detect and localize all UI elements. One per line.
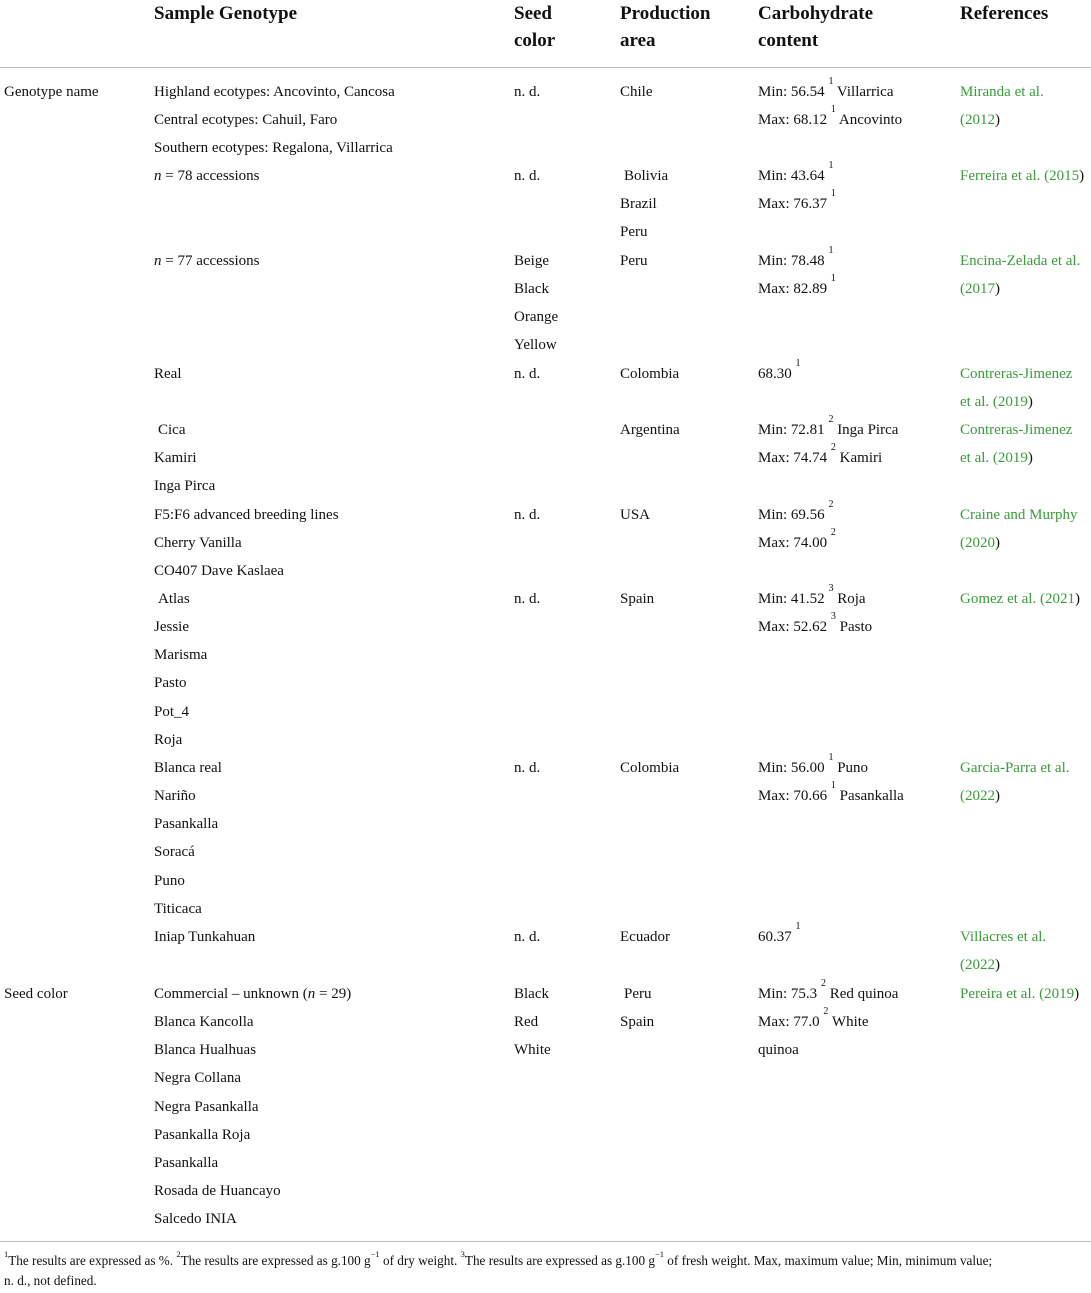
reference-link[interactable]: ( [960,112,965,129]
genotype-entry: Pot_4 [154,703,190,720]
footnote-text-3b: of fresh weight. Max, maximum value; Min, minimum value; [664,1253,993,1268]
seed-color-value: Red [514,1014,539,1031]
reference-link[interactable]: Contreras-Jimenez [960,422,1073,438]
genotype-entry: Rosada de Huancayo [154,1183,281,1200]
genotype-entry: Atlas [158,591,190,607]
genotype-entry: Cica [158,422,186,438]
seed-color-value: n. d. [514,168,541,184]
carb-number: Max: 76.37 [758,196,828,213]
seed-color-value: n. d. [514,366,541,382]
footnote-text-3a: The results are expressed as g.100 g [464,1253,655,1268]
reference-paren: ) [1074,591,1080,607]
reference-link[interactable]: Pereira et al. ( [960,986,1045,1002]
reference-citation[interactable] [960,388,1033,416]
production-area-value: Peru [620,253,648,269]
reference-year-link[interactable]: 2012 [965,112,995,129]
carbohydrate-value [758,444,882,472]
carb-number: 60.37 [758,929,792,945]
reference-citation[interactable] [960,501,1077,529]
seed-color-value: n. d. [514,929,541,945]
carb-footnote-marker: 1 [830,104,836,116]
carb-number: Max: 68.12 [758,112,828,129]
genotype-entry: Titicaca [154,900,202,917]
seed-color-value: White [514,1042,551,1059]
carbohydrate-value [758,360,801,388]
reference-link[interactable]: Ferreira et al. ( [960,168,1050,184]
genotype-entry: Blanca Hualhuas [154,1042,257,1059]
seed-color-value: Beige [514,253,549,269]
production-area-value: Ecuador [620,929,670,945]
footnote-text-2a: The results are expressed as g.100 g [180,1253,371,1268]
carbohydrate-value [758,78,894,106]
table-footnote [4,1251,1086,1291]
reference-link[interactable]: et al. ( [960,450,998,467]
carbohydrate-value [758,754,868,782]
carb-number: Max: 77.0 [758,1014,820,1031]
genotype-entry: Salcedo INIA [154,1211,237,1228]
production-area-value: Colombia [620,760,680,776]
footnote-marker-1: 1 [4,1249,9,1259]
production-area-value: Spain [620,591,655,607]
col-header-seed-color-line1: Seed [514,3,552,24]
reference-link[interactable]: Garcia-Parra et al. [960,760,1070,776]
footnote-exponent-2: −1 [654,1249,664,1259]
reference-link[interactable]: Contreras-Jimenez [960,366,1073,382]
genotype-entry: Negra Pasankalla [154,1098,259,1115]
seed-color-value: Black [514,281,549,298]
carb-genotype-label: Inga Pirca [837,422,899,438]
carb-number: Max: 70.66 [758,788,828,805]
seed-color-value: Black [514,986,549,1002]
reference-year-link[interactable]: 2015 [1049,168,1080,184]
col-header-seed-color-line2: color [514,30,556,51]
genotype-entry: Marisma [154,647,208,664]
carbohydrate-value [758,782,904,810]
reference-paren: ) [1079,168,1085,184]
genotype-entry: Real [154,366,182,382]
genotype-entry: Commercial – unknown (n = 29) [154,986,352,1002]
carb-footnote-marker: 2 [830,527,836,539]
reference-year-link[interactable]: 2019 [1044,986,1075,1002]
reference-citation[interactable] [960,247,1080,275]
carb-number: Min: 41.52 [758,591,825,607]
carb-footnote-marker: 2 [820,978,826,989]
carb-number: Min: 72.81 [758,422,825,438]
carbohydrate-value [758,1008,869,1036]
carb-number: Min: 43.64 [758,168,825,184]
genotype-entry: Puno [154,872,185,889]
reference-link[interactable]: Villacres et al. [960,929,1047,945]
reference-year-link[interactable]: 2020 [965,535,995,552]
col-header-sample-genotype: Sample Genotype [154,3,298,24]
reference-year-link[interactable]: 2017 [965,281,995,298]
carbohydrate-value [758,501,833,529]
seed-color-value: Yellow [514,337,557,354]
carb-footnote-marker: 1 [828,76,834,87]
carb-number: Max: 82.89 [758,281,828,298]
production-area-value: Peru [620,224,648,241]
genotype-entry: Nariño [154,788,196,805]
carb-genotype-label: Kamiri [839,450,883,467]
col-header-seed-color [514,0,555,54]
reference-paren: ) [1074,986,1080,1002]
col-header-carb-line1: Carbohydrate [758,3,874,24]
carb-footnote-marker: 3 [828,583,834,594]
genotype-entry: Pasankalla [154,816,219,833]
carbohydrate-value [758,1036,799,1064]
seed-color-value: Orange [514,309,559,326]
reference-link[interactable]: et al. ( [960,394,998,411]
carb-footnote-marker: 1 [828,160,834,171]
production-area-value: Chile [620,84,653,100]
reference-citation[interactable] [960,416,1072,444]
carbohydrate-value [758,416,898,444]
genotype-entry: Southern ecotypes: Regalona, Villarrica [154,140,393,157]
footnote-marker-2: 2 [176,1249,181,1259]
carb-number: 68.30 [758,366,792,382]
carbohydrate-value [758,190,836,218]
genotype-entry: Pasankalla [154,1154,219,1171]
reference-citation[interactable] [960,754,1070,782]
carb-footnote-marker: 1 [795,358,801,369]
production-area-value: Peru [624,986,652,1002]
reference-paren: ) [995,112,1000,129]
genotype-entry: Roja [154,731,183,748]
carb-footnote-marker: 2 [828,414,834,425]
reference-year-link[interactable]: 2019 [997,450,1028,467]
carb-footnote-marker: 1 [830,780,836,792]
genotype-entry: Pasto [154,675,187,692]
reference-citation[interactable] [960,951,1000,979]
reference-year-link[interactable]: 2022 [965,957,995,974]
carb-footnote-marker: 2 [830,442,836,454]
carb-footnote-marker: 2 [828,499,834,510]
seed-color-value: n. d. [514,84,541,100]
group-label-seed-color: Seed color [4,986,68,1002]
footnote-line2: n. d., not defined. [4,1273,97,1288]
carb-genotype-label: White [831,1014,869,1031]
carbohydrate-value [758,923,801,951]
carbohydrate-value [758,106,902,134]
genotype-entry: n = 78 accessions [154,168,260,184]
reference-citation[interactable] [960,782,1000,810]
carb-footnote-marker: 1 [830,273,836,285]
carb-number: Max: 74.74 [758,450,828,467]
carb-genotype-label: Roja [837,591,866,607]
reference-year-link[interactable]: 2022 [965,788,995,805]
carb-footnote-marker: 2 [823,1006,829,1018]
production-area-value: Spain [620,1014,655,1031]
reference-citation[interactable] [960,444,1033,472]
footer-divider [0,1241,1091,1242]
genotype-entry: CO407 Dave Kaslaea [154,563,284,580]
production-area-value: Bolivia [624,168,669,184]
carb-footnote-marker: 1 [828,752,834,763]
carb-genotype-label: Villarrica [836,84,894,100]
col-header-carbohydrate-content [758,0,873,54]
reference-citation[interactable] [960,980,1079,1008]
carbohydrate-value [758,585,866,613]
production-area-value: USA [620,507,651,523]
reference-citation[interactable] [960,529,1000,557]
carb-number: Min: 56.00 [758,760,825,776]
reference-citation[interactable] [960,78,1044,106]
reference-paren: ) [995,535,1000,552]
col-header-carb-line2: content [758,30,819,51]
col-header-production-line2: area [620,30,656,51]
reference-citation[interactable] [960,162,1084,190]
carb-genotype-label: Puno [837,760,869,776]
genotype-entry: n = 77 accessions [154,253,260,269]
col-header-production-line1: Production [620,3,711,24]
carbohydrate-value [758,980,898,1008]
carb-genotype-label: Red quinoa [829,986,899,1002]
carbohydrate-value [758,613,872,641]
reference-year-link[interactable]: 2021 [1044,591,1075,607]
reference-paren: ) [995,957,1000,974]
carb-footnote-marker: 3 [830,611,836,623]
seed-color-value: n. d. [514,760,541,776]
genotype-entry: Central ecotypes: Cahuil, Faro [154,112,338,129]
genotype-entry: Kamiri [154,450,197,467]
reference-link[interactable]: Miranda et al. [960,84,1044,100]
reference-year-link[interactable]: 2019 [997,394,1028,411]
reference-link[interactable]: Encina-Zelada et al. [960,253,1081,269]
group-label-genotype-name: Genotype name [4,84,99,100]
genotype-entry: Soracá [154,844,195,861]
footnote-text-2b: of dry weight. [379,1253,461,1268]
reference-paren: ) [1027,394,1033,411]
reference-citation[interactable] [960,923,1046,951]
carb-footnote-marker: 1 [830,188,836,200]
reference-citation[interactable] [960,275,1000,303]
genotype-entry: Highland ecotypes: Ancovinto, Cancosa [154,84,395,100]
genotype-entry: Cherry Vanilla [154,535,242,552]
genotype-entry: Inga Pirca [154,478,216,495]
carb-number: Min: 78.48 [758,253,825,269]
carbohydrate-value [758,275,836,303]
reference-citation[interactable] [960,585,1080,613]
col-header-references: References [960,3,1049,24]
reference-paren: ) [1027,450,1033,467]
carb-number: Max: 74.00 [758,535,828,552]
genotype-entry: F5:F6 advanced breeding lines [154,507,339,523]
footnote-exponent-1: −1 [370,1249,380,1259]
genotype-entry: Negra Collana [154,1070,242,1087]
reference-paren: ) [995,281,1000,298]
reference-link[interactable]: ( [960,281,965,298]
production-area-value: Argentina [620,422,680,438]
genotype-entry: Iniap Tunkahuan [154,929,256,945]
genotype-entry: Pasankalla Roja [154,1126,251,1143]
genotype-entry: Blanca Kancolla [154,1014,254,1031]
reference-link[interactable]: ( [960,535,965,552]
carb-genotype-label: Ancovinto [838,112,903,129]
reference-link[interactable]: ( [960,957,965,974]
carb-footnote-marker: 1 [828,245,834,256]
carb-footnote-marker: 1 [795,921,801,932]
footnote-marker-3: 3 [460,1249,465,1259]
footnote-text-1: The results are expressed as %. [8,1253,177,1268]
carb-number: Min: 75.3 [758,986,818,1002]
carb-number: Min: 56.54 [758,84,825,100]
carb-number: quinoa [758,1042,799,1059]
carbohydrate-value [758,247,833,275]
carbohydrate-value [758,162,833,190]
carb-number: Min: 69.56 [758,507,825,523]
genotype-entry: Blanca real [154,760,222,776]
genotype-entry: Jessie [154,619,189,636]
col-header-production-area [620,0,710,54]
seed-color-value: n. d. [514,507,541,523]
reference-link[interactable]: ( [960,788,965,805]
production-area-value: Colombia [620,366,680,382]
carb-number: Max: 52.62 [758,619,828,636]
reference-citation[interactable] [960,360,1072,388]
seed-color-value: n. d. [514,591,541,607]
reference-link[interactable]: Gomez et al. ( [960,591,1045,607]
carb-genotype-label: Pasto [839,619,873,636]
reference-paren: ) [995,788,1000,805]
production-area-value: Brazil [620,196,657,213]
header-divider [0,67,1091,68]
reference-citation[interactable] [960,106,1000,134]
carbohydrate-value [758,529,836,557]
footnote-line1 [4,1251,1086,1271]
carb-genotype-label: Pasankalla [839,788,904,805]
reference-link[interactable]: Craine and Murphy [960,507,1078,523]
